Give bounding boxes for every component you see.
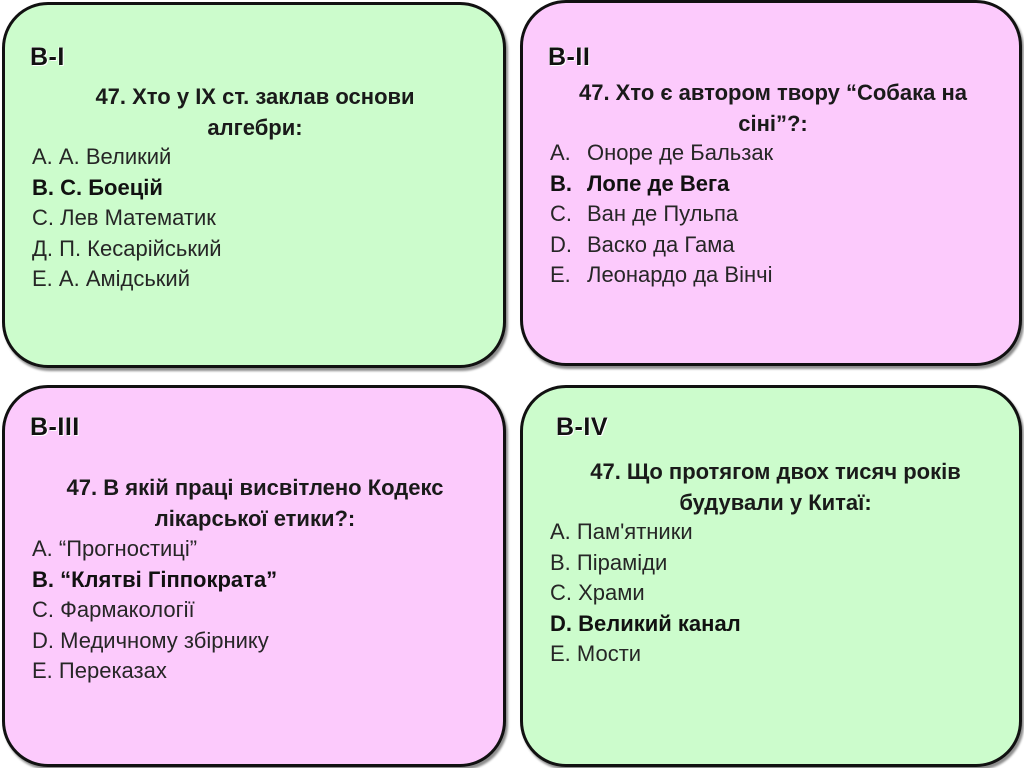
question-text: 47. В якій праці висвітлено Кодекс лікарської етики?: [66, 475, 444, 531]
question-card-variant-3 [2, 385, 506, 767]
answer-option: С. Лев Математик [32, 205, 216, 230]
answer-option: A. Пам'ятники [550, 519, 693, 544]
answer-option-correct: В. С. Боецій [32, 174, 163, 200]
answer-option: C. Храми [550, 580, 645, 605]
answer-option: B. Піраміди [550, 549, 668, 575]
answer-option: A. Оноре де Бальзак [550, 140, 774, 165]
answer-list [32, 142, 222, 295]
answer-option: E. Переказах [32, 658, 167, 683]
answer-option: D. Медичному збірнику [32, 627, 269, 653]
answer-list [550, 517, 741, 670]
question-card-variant-1 [2, 2, 506, 368]
answer-list [550, 138, 773, 291]
variant-label: В-IV [556, 413, 608, 441]
answer-option-correct: B. “Клятві Гіппократа” [32, 566, 278, 592]
answer-option: Д. П. Кесарійський [32, 235, 222, 261]
variant-label: В-I [30, 43, 65, 71]
question-text: 47. Хто є автором твору “Собака на сіні”?: [578, 80, 967, 136]
answer-list [32, 534, 277, 687]
answer-option-correct: B. Лопе де Вега [550, 170, 730, 196]
question-card-variant-4 [520, 385, 1022, 767]
question-card-variant-2 [520, 0, 1022, 366]
variant-label: В-II [548, 43, 591, 71]
variant-label: В-III [30, 413, 80, 441]
answer-option: E. Леонардо да Вінчі [550, 262, 773, 287]
answer-option: А. А. Великий [32, 144, 172, 169]
answer-option: C. Ван де Пульпа [550, 201, 739, 226]
answer-option: D. Васко да Гама [550, 231, 735, 257]
answer-option: A. “Прогностиці” [32, 536, 198, 561]
answer-option: Е. А. Амідський [32, 266, 191, 291]
answer-option: E. Мости [550, 641, 642, 666]
answer-option-correct: D. Великий канал [550, 610, 741, 636]
question-text: 47. Що протягом двох тисяч років будували у Китаї: [590, 459, 961, 515]
question-text: 47. Хто у ІХ ст. заклав основи алгебри: [95, 84, 415, 140]
answer-option: C. Фармакології [32, 597, 195, 622]
